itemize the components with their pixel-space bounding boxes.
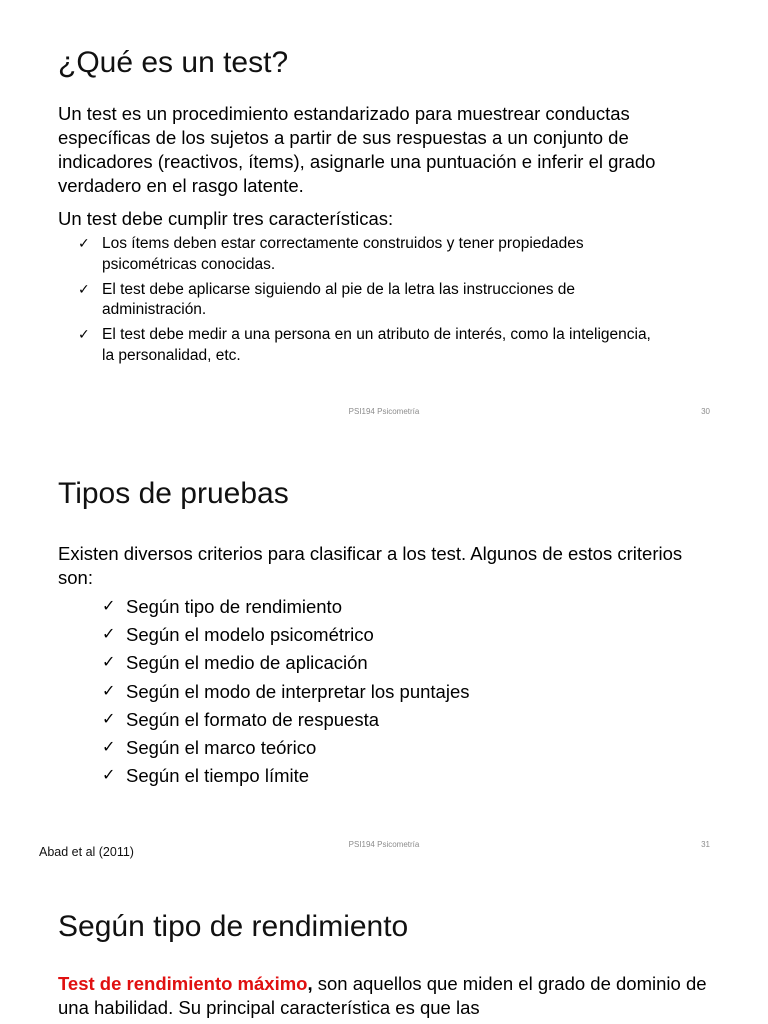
slide-footer: PSI194 Psicometría	[348, 840, 420, 849]
criteria-list	[102, 593, 662, 790]
checkmark-icon: ✓	[102, 680, 116, 700]
list-item	[102, 649, 662, 677]
characteristics-lead: Un test debe cumplir tres características:	[58, 208, 394, 229]
list-item	[102, 734, 662, 762]
page-number: 30	[701, 407, 710, 416]
highlight-term: Test de rendimiento máximo	[58, 973, 308, 994]
slide-segun-tipo-de-rendimiento	[0, 864, 768, 1024]
list-item	[78, 280, 658, 321]
highlight-comma: ,	[307, 973, 313, 994]
list-item	[102, 621, 662, 649]
definition-paragraph: Un test es un procedimiento estandarizado para muestrear conductas específicas de los sujetos a partir de sus respuestas a un conjunto de indicadores (reactivos, ítems), asignarle una puntuación e inferir el grado verdadero en el rasgo latente.	[58, 103, 656, 196]
list-item	[78, 325, 658, 366]
source-citation: Abad et al (2011)	[39, 845, 134, 859]
checkmark-icon: ✓	[102, 765, 116, 785]
list-item-text: Según el modo de interpretar los puntajes	[126, 680, 470, 702]
checkmark-icon: ✓	[102, 652, 116, 672]
checkmark-icon: ✓	[78, 236, 90, 252]
list-item	[102, 762, 662, 790]
list-item-text: El test debe aplicarse siguiendo al pie de la letra las instrucciones de administración.	[102, 280, 576, 318]
checkmark-icon: ✓	[102, 708, 116, 728]
list-item-text: Los ítems deben estar correctamente construidos y tener propiedades psicométricas conocidas.	[102, 235, 584, 273]
slide-title: Según tipo de rendimiento	[58, 910, 409, 943]
list-item-text: Según el marco teórico	[126, 737, 317, 759]
list-item-text: Según tipo de rendimiento	[126, 596, 342, 617]
criteria-intro: Existen diversos criterios para clasificar a los test. Algunos de estos criterios son:	[58, 543, 683, 588]
paragraph-text: son aquellos que miden el grado de dominio de una habilidad. Su principal característica es que las	[58, 973, 707, 1018]
list-item	[102, 678, 662, 706]
slide-tipos-de-pruebas	[0, 432, 768, 864]
list-item-text: Según el formato de respuesta	[126, 708, 379, 730]
page-number: 31	[701, 840, 710, 849]
checkmark-icon: ✓	[102, 624, 116, 644]
list-item-text: Según el tiempo límite	[126, 765, 310, 787]
slide-que-es-un-test	[0, 0, 768, 432]
list-item-text: Según el medio de aplicación	[126, 652, 368, 674]
checkmark-icon: ✓	[102, 737, 116, 757]
slide-title: ¿Qué es un test?	[58, 46, 289, 79]
list-item-text: Según el modelo psicométrico	[126, 624, 374, 646]
list-item-text: El test debe medir a una persona en un atributo de interés, como la inteligencia, la personalidad, etc.	[102, 326, 651, 364]
list-item	[102, 706, 662, 734]
checkmark-icon: ✓	[78, 281, 90, 298]
characteristics-list	[78, 234, 658, 371]
slide-footer: PSI194 Psicometría	[348, 407, 420, 416]
checkmark-icon: ✓	[102, 596, 116, 615]
slide-title: Tipos de pruebas	[58, 477, 289, 510]
checkmark-icon: ✓	[78, 327, 90, 343]
list-item	[102, 593, 662, 621]
list-item	[78, 234, 658, 275]
rendimiento-paragraph	[58, 972, 718, 1020]
